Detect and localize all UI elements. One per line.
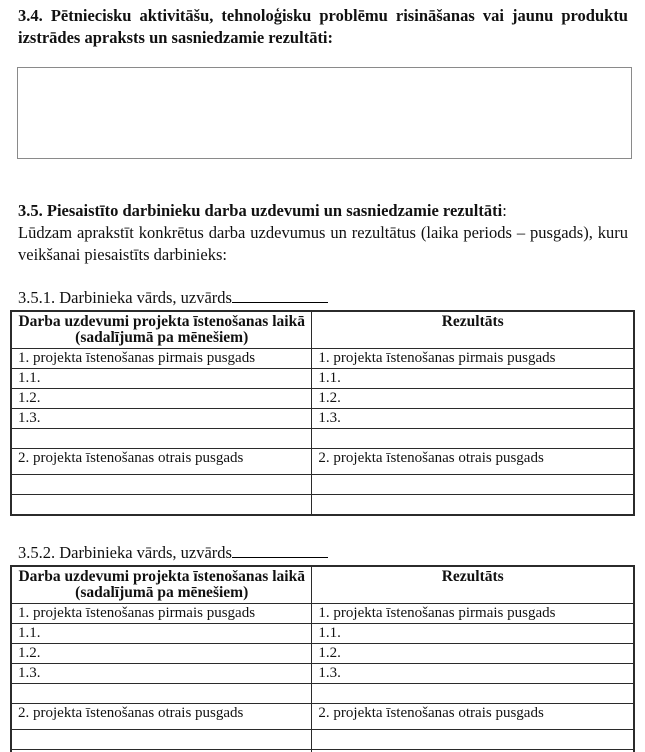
table-header-row <box>11 311 634 349</box>
section-3-4-heading: 3.4. Pētniecisku aktivitāšu, tehnoloģisku problēmu risināšanas vai jaunu produktu izstrādes apraksts un sasniedzamie rezultāti: <box>18 6 628 47</box>
task-cell: 1.1. <box>312 624 634 644</box>
column-header: Rezultāts <box>312 311 634 349</box>
subsection-3-5-2-label-text: 3.5.2. Darbinieka vārds, uzvārds <box>18 543 232 562</box>
task-cell: 1.2. <box>312 389 634 409</box>
subsection-3-5-1-label-text: 3.5.1. Darbinieka vārds, uzvārds <box>18 288 232 307</box>
table-row <box>11 664 634 684</box>
task-cell: 1. projekta īstenošanas pirmais pusgads <box>312 349 634 369</box>
empty-fill-cell[interactable] <box>312 684 634 704</box>
task-cell: 1. projekta īstenošanas pirmais pusgads <box>11 604 312 624</box>
table-row <box>11 409 634 429</box>
table-row <box>11 369 634 389</box>
task-cell: 1.2. <box>312 644 634 664</box>
table-row <box>11 644 634 664</box>
task-cell: 2. projekta īstenošanas otrais pusgads <box>11 449 312 475</box>
table-row <box>11 475 634 495</box>
task-cell: 1. projekta īstenošanas pirmais pusgads <box>312 604 634 624</box>
task-cell: 2. projekta īstenošanas otrais pusgads <box>312 704 634 730</box>
table-row <box>11 389 634 409</box>
task-cell: 1.2. <box>11 389 312 409</box>
subsection-3-5-1-name-blank-line[interactable] <box>232 289 328 303</box>
table-row <box>11 349 634 369</box>
task-cell: 1.1. <box>11 369 312 389</box>
empty-fill-cell[interactable] <box>11 429 312 449</box>
section-3-4-answer-box[interactable] <box>17 67 632 159</box>
table-row <box>11 495 634 516</box>
column-header: Rezultāts <box>312 566 634 604</box>
subsection-3-5-2-label <box>0 516 645 565</box>
empty-fill-cell[interactable] <box>312 475 634 495</box>
section-3-5-heading-colon: : <box>502 201 507 220</box>
section-3-5-heading-text: 3.5. Piesaistīto darbinieku darba uzdevumi un sasniedzamie rezultāti <box>18 201 503 220</box>
task-cell: 1.3. <box>11 409 312 429</box>
task-cell: 1.1. <box>312 369 634 389</box>
empty-fill-cell[interactable] <box>11 475 312 495</box>
table-row <box>11 684 634 704</box>
table-row <box>11 730 634 750</box>
task-cell: 1.3. <box>312 664 634 684</box>
task-table-3-5-1 <box>10 310 635 516</box>
table-row <box>11 429 634 449</box>
empty-fill-cell[interactable] <box>312 495 634 516</box>
task-cell: 1. projekta īstenošanas pirmais pusgads <box>11 349 312 369</box>
section-3-5-heading <box>0 159 645 222</box>
empty-fill-cell[interactable] <box>11 495 312 516</box>
empty-fill-cell[interactable] <box>312 730 634 750</box>
table-row <box>11 624 634 644</box>
task-cell: 1.1. <box>11 624 312 644</box>
table-row <box>11 604 634 624</box>
table-row <box>11 449 634 475</box>
task-cell: 2. projekta īstenošanas otrais pusgads <box>11 704 312 730</box>
column-header: Darba uzdevumi projekta īstenošanas laikā (sadalījumā pa mēnešiem) <box>11 311 312 349</box>
column-header: Darba uzdevumi projekta īstenošanas laikā (sadalījumā pa mēnešiem) <box>11 566 312 604</box>
table-header-row <box>11 566 634 604</box>
empty-fill-cell[interactable] <box>11 730 312 750</box>
task-cell: 2. projekta īstenošanas otrais pusgads <box>312 449 634 475</box>
empty-fill-cell[interactable] <box>312 429 634 449</box>
task-cell: 1.3. <box>312 409 634 429</box>
subsection-3-5-2-name-blank-line[interactable] <box>232 544 328 558</box>
task-cell: 1.3. <box>11 664 312 684</box>
task-table-3-5-2 <box>10 565 635 752</box>
subsection-3-5-1-label <box>0 266 645 310</box>
task-cell: 1.2. <box>11 644 312 664</box>
section-3-5-description: Lūdzam aprakstīt konkrētus darba uzdevumus un rezultātus (laika periods – pusgads), kuru veikšanai piesaistīts darbinieks: <box>18 223 628 264</box>
empty-fill-cell[interactable] <box>11 684 312 704</box>
table-row <box>11 704 634 730</box>
